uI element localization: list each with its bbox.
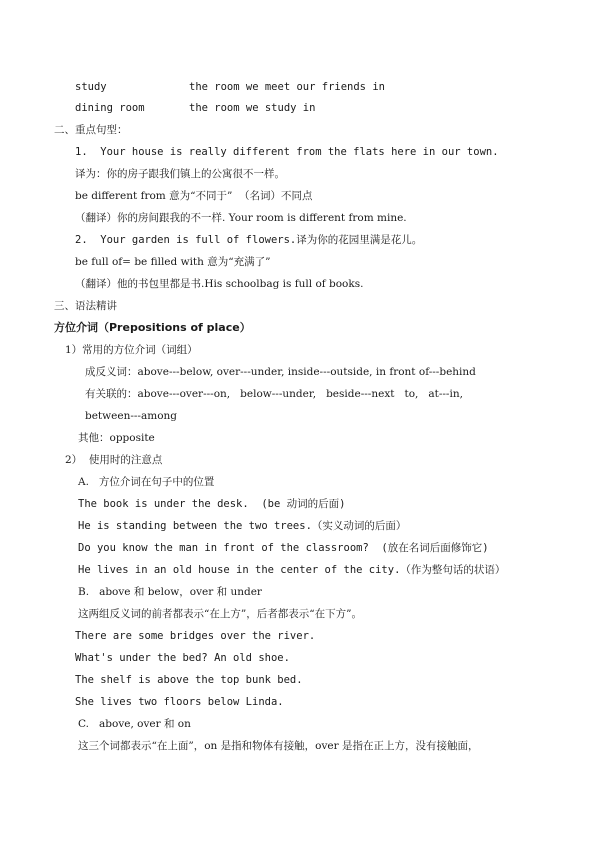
phrase-be-full-of: be full of= be filled with 意为“充满了” [75, 256, 271, 268]
subheading-usage-notes: 2） 使用时的注意点 [65, 454, 163, 466]
sentence-2: 2. Your garden is full of flowers.译为你的花园里满是花儿。 [75, 234, 423, 246]
vocab-word-study: study [75, 81, 107, 93]
example-b1: There are some bridges over the river. [75, 630, 316, 642]
point-b-explanation: 这两组反义词的前者都表示“在上方”，后者都表示“在下方”。 [78, 608, 362, 620]
section-heading-key-sentences: 二、重点句型： [54, 124, 128, 136]
vocab-meaning-dining-room: the room we study in [189, 102, 316, 114]
vocab-word-dining-room: dining room [75, 102, 145, 114]
sentence-1-translation: 译为：你的房子跟我们镇上的公寓很不一样。 [75, 168, 285, 180]
sentence-1: 1. Your house is really different from the flats here in our town. [75, 146, 499, 158]
vocab-meaning-study: the room we meet our friends in [189, 81, 385, 93]
example-a4: He lives in an old house in the center of the city.（作为整句话的状语） [78, 564, 506, 576]
related-prepositions-cont: between---among [85, 410, 177, 422]
example-b3: The shelf is above the top bunk bed. [75, 674, 303, 686]
phrase-be-different-from: be different from 意为“不同于” （名词）不同点 [75, 190, 313, 202]
subheading-common-prepositions: 1）常用的方位介词（词组） [65, 344, 198, 356]
other-prepositions: 其他：opposite [78, 432, 155, 444]
antonym-pairs: 成反义词：above---below, over---under, inside---outside, in front of---behind [85, 366, 476, 378]
translation-exercise-1: （翻译）你的房间跟我的不一样. Your room is different from mine. [75, 212, 407, 224]
example-a1: The book is under the desk. (be 动词的后面) [78, 498, 346, 510]
related-prepositions: 有关联的：above---over---on, below---under, beside---next to, at---in, [85, 388, 463, 400]
example-a3: Do you know the man in front of the classroom? (放在名词后面修饰它) [78, 542, 489, 554]
translation-exercise-2: （翻译）他的书包里都是书.His schoolbag is full of books. [75, 278, 364, 290]
topic-title-prepositions: 方位介词（Prepositions of place） [54, 321, 251, 334]
point-c-explanation: 这三个词都表示“在上面”，on 是指和物体有接触，over 是指在正上方，没有接触面， [78, 740, 479, 752]
point-b-heading: B. above 和 below，over 和 under [78, 586, 262, 598]
point-c-heading: C. above, over 和 on [78, 718, 191, 730]
section-heading-grammar: 三、语法精讲 [54, 300, 117, 312]
example-b2: What's under the bed? An old shoe. [75, 652, 290, 664]
example-b4: She lives two floors below Linda. [75, 696, 284, 708]
point-a-heading: A. 方位介词在句子中的位置 [78, 476, 215, 488]
example-a2: He is standing between the two trees.（实义动词的后面） [78, 520, 407, 532]
